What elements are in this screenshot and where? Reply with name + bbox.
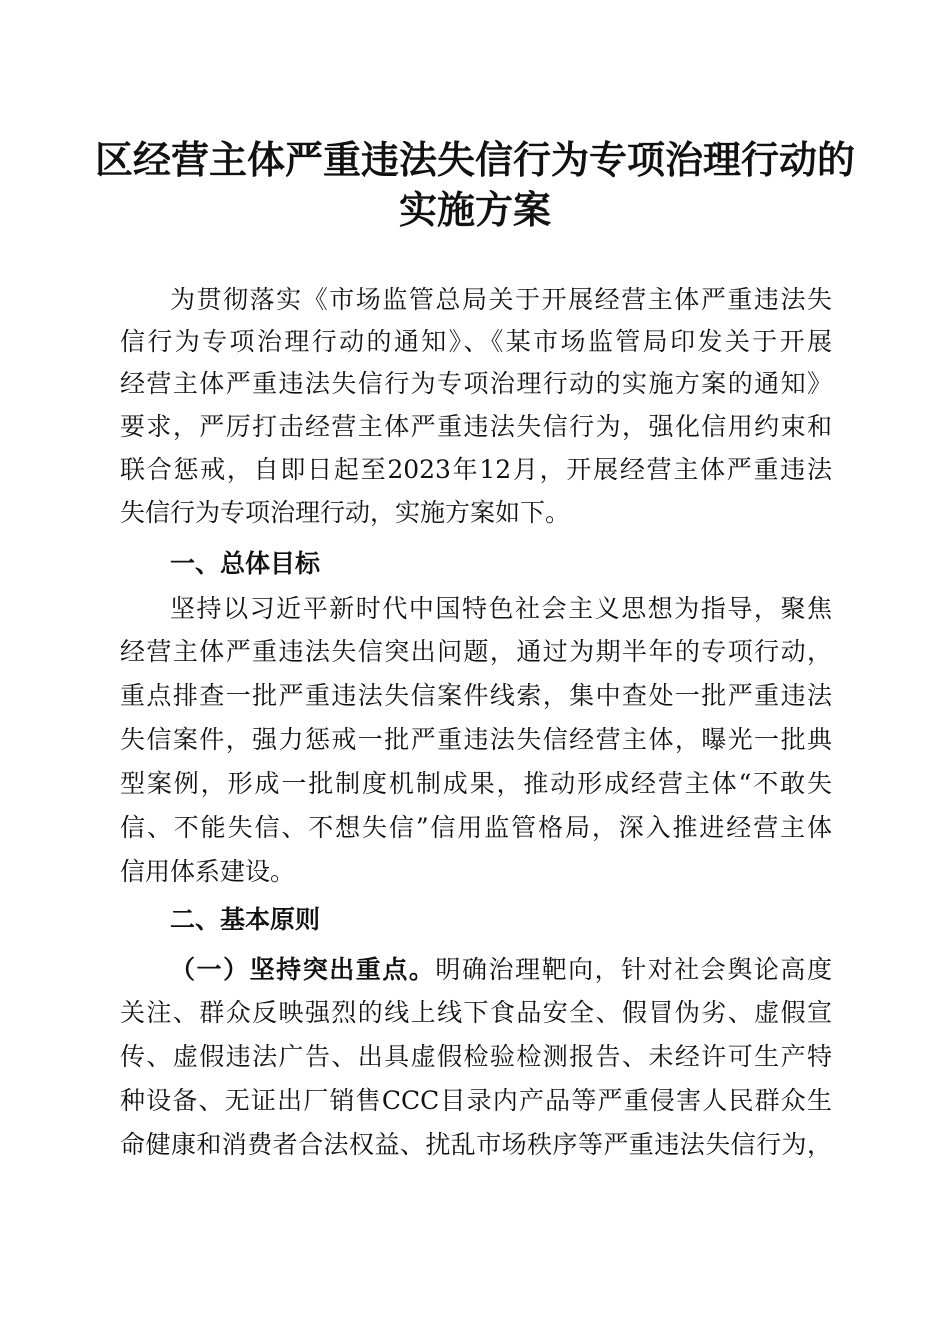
intro-line-3: 经营主体严重违法失信行为专项治理行动的实施方案的通知》	[120, 369, 832, 398]
document-title-line-2: 实施方案	[398, 187, 551, 232]
section-2-item-1-first-rest: 明确治理靶向，针对社会舆论高度	[435, 955, 832, 984]
section-1-line-1: 坚持以习近平新时代中国特色社会主义思想为指导，聚焦	[170, 594, 832, 623]
intro-line-2: 信行为专项治理行动的通知》、《某市场监管局印发关于开展	[120, 327, 832, 356]
intro-line-4: 要求，严厉打击经营主体严重违法失信行为，强化信用约束和	[120, 412, 832, 441]
document-title-line-1: 区经营主体严重违法失信行为专项治理行动的	[94, 137, 855, 182]
section-2-item-1-line-1	[170, 955, 832, 985]
section-2-item-1-line-5: 命健康和消费者合法权益、扰乱市场秩序等严重违法失信行为，	[120, 1130, 832, 1159]
section-2-heading: 二、基本原则	[170, 905, 321, 934]
section-1-line-7: 信用体系建设。	[120, 857, 296, 886]
intro-line-5: 联合惩戒，自即日起至2023年12月，开展经营主体严重违法	[120, 455, 832, 484]
section-2-item-1-line-4: 种设备、无证出厂销售CCC目录内产品等严重侵害人民群众生	[120, 1086, 832, 1115]
section-1-line-3: 重点排查一批严重违法失信案件线索，集中查处一批严重违法	[120, 681, 832, 710]
section-1-line-6: 信、不能失信、不想失信”信用监管格局，深入推进经营主体	[120, 813, 832, 842]
section-1-line-2: 经营主体严重违法失信突出问题，通过为期半年的专项行动，	[120, 637, 832, 666]
section-1-line-4: 失信案件，强力惩戒一批严重违法失信经营主体，曝光一批典	[120, 725, 832, 754]
section-2-item-1-line-2: 关注、群众反映强烈的线上线下食品安全、假冒伪劣、虚假宣	[120, 998, 832, 1027]
intro-line-6: 失信行为专项治理行动，实施方案如下。	[120, 498, 571, 527]
section-1-line-5: 型案例，形成一批制度机制成果，推动形成经营主体“不敢失	[120, 769, 832, 798]
section-2-item-1-lead: （一）坚持突出重点。	[170, 955, 436, 984]
section-2-item-1-line-3: 传、虚假违法广告、出具虚假检验检测报告、未经许可生产特	[120, 1042, 832, 1071]
intro-line-1: 为贯彻落实《市场监管总局关于开展经营主体严重违法失	[170, 285, 832, 314]
section-1-heading: 一、总体目标	[170, 549, 321, 578]
